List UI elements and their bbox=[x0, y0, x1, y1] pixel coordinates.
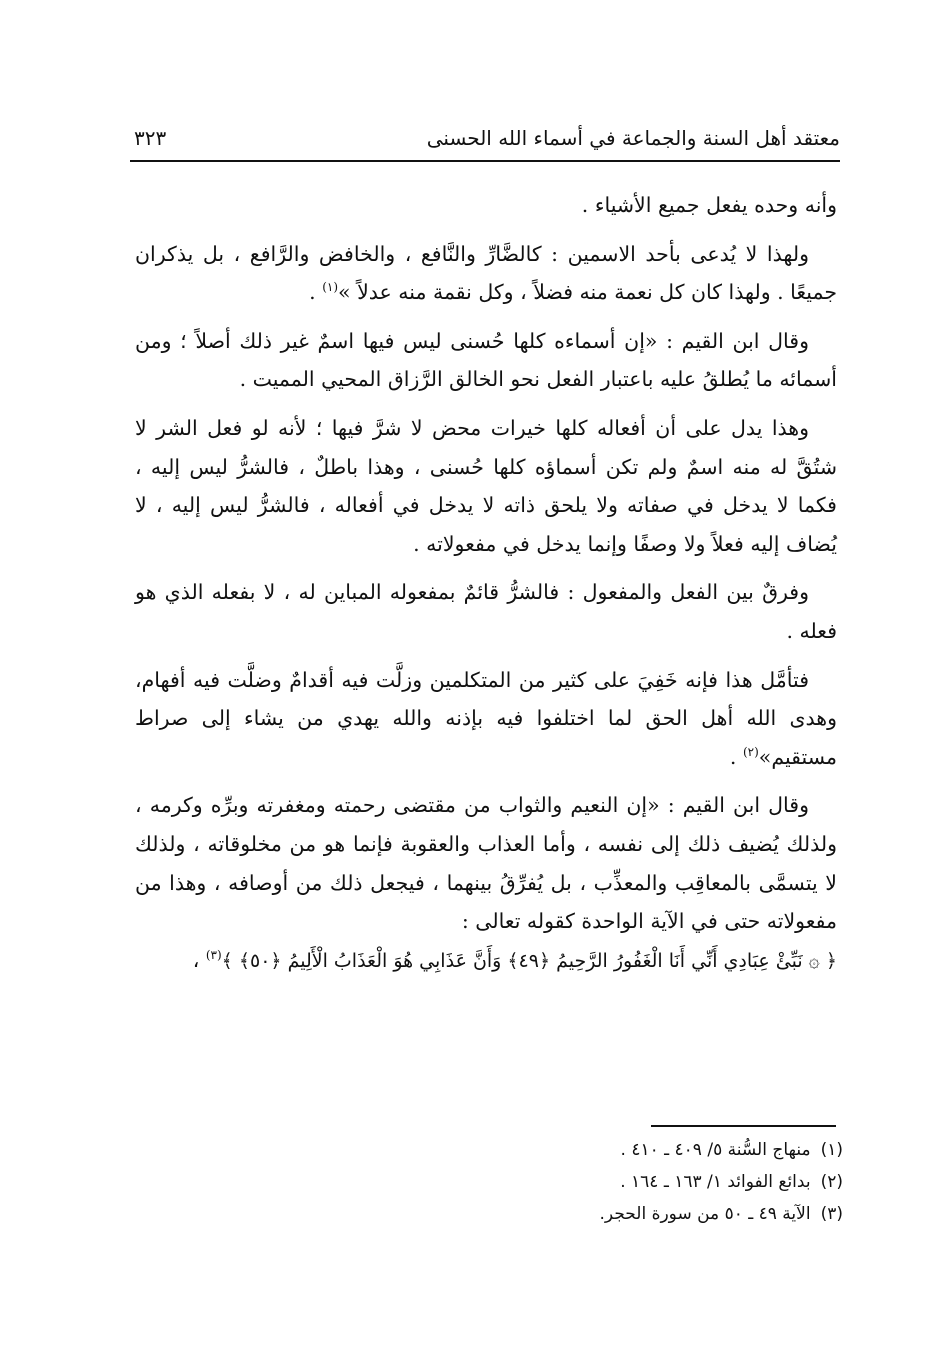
footnote-reference-1: (١) bbox=[322, 280, 339, 295]
quran-verse: ﴿ ۞ نَبِّئْ عِبَادِي أَنِّي أَنَا الْغَفُورُ الرَّحِيمُ ﴿٤٩﴾ وَأَنَّ عَذَابِي هُوَ الْعَذَابُ الْأَلِيمُ ﴿٥٠﴾ ﴾ bbox=[221, 949, 837, 972]
paragraph-6-end: . bbox=[729, 744, 743, 769]
paragraph-5: وفرقٌ بين الفعل والمفعول : فالشرُّ قائمٌ بمفعوله المباين له ، لا بفعله الذي هو فعله . bbox=[135, 580, 837, 643]
footnote-number: (١) bbox=[820, 1140, 843, 1160]
footnote-text: الآية ٤٩ ـ ٥٠ من سورة الحجر. bbox=[599, 1204, 811, 1224]
paragraph-2-text: ولهذا لا يُدعى بأحد الاسمين : كالضَّارِّ والنَّافع ، والخافض والرَّافع ، بل يذكران جميعًا . ولهذا كان كل نعمة منه فضلاً ، وكل نقمة منه عدلاً » bbox=[135, 241, 837, 305]
footnote-reference-2: (٢) bbox=[742, 744, 759, 759]
footnotes bbox=[243, 1134, 843, 1230]
footnote-text: بدائع الفوائد ١/ ١٦٣ ـ ١٦٤ . bbox=[620, 1172, 811, 1192]
footnote-text: منهاج السُّنة ٥/ ٤٠٩ ـ ٤١٠ . bbox=[620, 1140, 811, 1160]
page-number: ٣٢٣ bbox=[134, 126, 167, 150]
paragraph-2-end: . bbox=[309, 280, 323, 305]
footnote-2 bbox=[243, 1166, 843, 1198]
paragraph-2 bbox=[135, 235, 837, 312]
footnote-number: (٢) bbox=[820, 1172, 843, 1192]
footnote-reference-3: (٣) bbox=[205, 947, 222, 962]
paragraph-1: وأنه وحده يفعل جميع الأشياء . bbox=[581, 193, 837, 217]
footnote-3 bbox=[243, 1198, 843, 1230]
paragraph-6-text: فتأمَّل هذا فإنه خَفِيَ على كثير من المتكلمين وزلَّت فيه أقدامٌ وضلَّت فيه أفهام، وهدى الله أهل الحق لما اختلفوا فيه بإذنه والله يهدي من يشاء إلى صراط مستقيم» bbox=[135, 667, 837, 769]
footnote-1 bbox=[243, 1134, 843, 1166]
main-text bbox=[135, 186, 837, 980]
quran-verse-line bbox=[135, 941, 837, 981]
verse-line-end: ، bbox=[192, 947, 206, 972]
footnote-divider bbox=[651, 1125, 836, 1127]
running-title: معتقد أهل السنة والجماعة في أسماء الله الحسنى bbox=[426, 126, 840, 150]
paragraph-3: وقال ابن القيم : «إن أسماءه كلها حُسنى ليس فيها اسمٌ غير ذلك أصلاً ؛ ومن أسمائه ما يُطلقُ عليه باعتبار الفعل نحو الخالق الرَّزاق المحيي المميت . bbox=[135, 328, 837, 392]
header-divider bbox=[130, 160, 840, 162]
paragraph-6 bbox=[135, 661, 837, 777]
footnote-number: (٣) bbox=[820, 1204, 843, 1224]
paragraph-7: وقال ابن القيم : «إن النعيم والثواب من مقتضى رحمته ومغفرته وبرِّه وكرمه ، ولذلك يُضيف ذلك إلى نفسه ، وأما العذاب والعقوبة فإنما هو من مخلوقاته ، ولذلك لا يتسمَّى بالمعاقِب والمعذِّب ، بل يُفرِّقُ بينهما ، فيجعل ذلك من أوصافه ، وهذا من مفعولاته حتى في الآية الواحدة كقوله تعالى : bbox=[135, 793, 837, 934]
paragraph-4: وهذا يدل على أن أفعاله كلها خيرات محض لا شرَّ فيها ؛ لأنه لو فعل الشر لا شتُقَّ له منه اسمٌ ولم تكن أسماؤه كلها حُسنى ، وهذا باطلٌ ، فالشرُّ ليس إليه ، فكما لا يدخل في صفاته ولا يلحق ذاته لا يدخل في أفعاله ، فالشرُّ ليس إليه ، لا يُضاف إليه فعلاً ولا وصفًا وإنما يدخل في مفعولاته . bbox=[135, 415, 837, 556]
running-header bbox=[130, 118, 840, 158]
